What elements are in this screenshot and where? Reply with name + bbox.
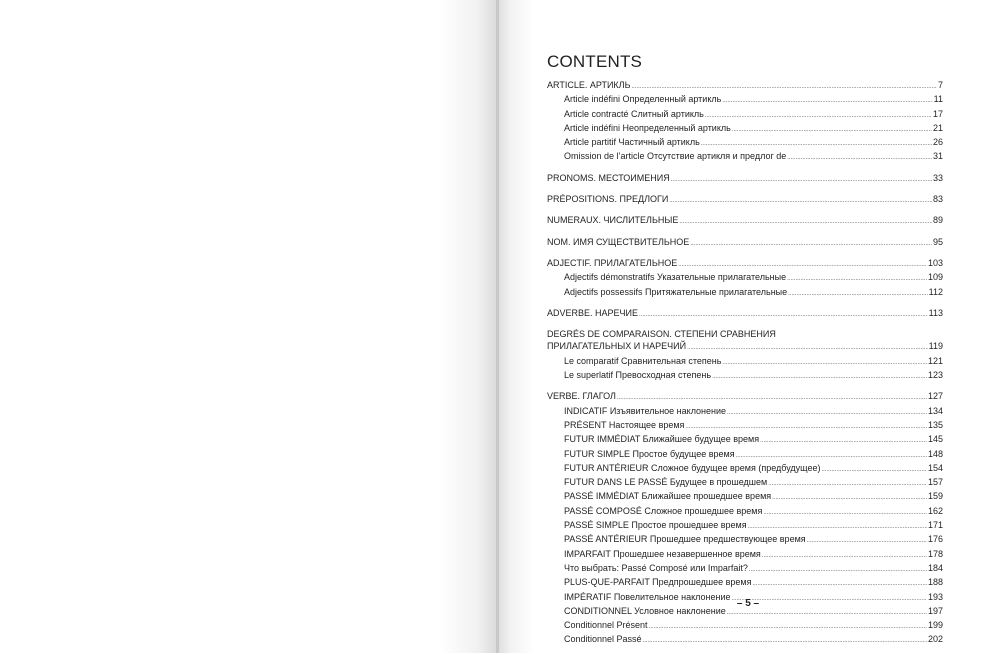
toc-entry-title: NOM. ИМЯ СУЩЕСТВИТЕЛЬНОЕ xyxy=(547,236,690,247)
toc-entry xyxy=(547,257,943,271)
toc-subentry xyxy=(547,93,943,107)
toc-page-number: 11 xyxy=(933,94,943,105)
toc-group xyxy=(547,172,943,186)
toc-subentry xyxy=(547,122,943,136)
toc-groups xyxy=(547,79,943,648)
toc-subentry xyxy=(547,286,943,300)
toc-entry-title-line: DEGRÉS DE COMPARAISON. СТЕПЕНИ СРАВНЕНИЯ xyxy=(547,329,776,340)
toc-entry-title: ПРИЛАГАТЕЛЬНЫХ И НАРЕЧИЙ xyxy=(547,341,687,352)
toc-entry-title: FUTUR ANTÉRIEUR Сложное будущее время (предбудущее) xyxy=(564,462,821,473)
dot-leader xyxy=(768,478,927,490)
toc-entry-title: ARTICLE. АРТИКЛЬ xyxy=(547,80,631,90)
dot-leader xyxy=(701,138,932,150)
toc-entry-title: Conditionnel Passé xyxy=(564,634,642,645)
toc-subentry xyxy=(547,369,943,383)
toc-page-number: 148 xyxy=(927,448,943,459)
toc-page-number: 127 xyxy=(927,391,943,402)
toc-entry-title: PRONOMS. МЕСТОИМЕНИЯ xyxy=(547,172,670,183)
toc-page-number: 162 xyxy=(927,505,943,516)
toc-subentry xyxy=(547,433,943,447)
toc-page-number: 123 xyxy=(927,370,943,381)
dot-leader xyxy=(763,507,927,519)
toc-group xyxy=(547,307,943,321)
toc-entry-title: Article indéfini Неопределенный артикль xyxy=(564,122,731,133)
toc-entry-title: PRÉSENT Настоящее время xyxy=(564,419,685,430)
dot-leader xyxy=(722,357,927,369)
toc-page-number: 178 xyxy=(927,548,943,559)
page-number: – 5 – xyxy=(736,598,760,609)
toc-page-number: 33 xyxy=(932,172,943,183)
book-gutter xyxy=(496,0,499,653)
toc-page-number: 199 xyxy=(927,620,943,631)
dot-leader xyxy=(679,216,932,228)
toc-entry-title: PLUS-QUE-PARFAIT Предпрошедшее время xyxy=(564,577,752,588)
toc-subentry xyxy=(547,271,943,285)
toc-subentry xyxy=(547,633,943,647)
toc-entry xyxy=(547,193,943,207)
dot-leader xyxy=(678,259,927,271)
toc-entry-title: Article indéfini Определенный артикль xyxy=(564,94,722,105)
toc-entry xyxy=(547,236,943,250)
toc-page-number: 159 xyxy=(927,491,943,502)
toc-entry-title: PASSÉ SIMPLE Простое прошедшее время xyxy=(564,520,747,531)
toc-group xyxy=(547,390,943,647)
toc-entry xyxy=(547,340,943,354)
toc-subentry xyxy=(547,562,943,576)
dot-leader xyxy=(749,564,927,576)
toc-subentry xyxy=(547,519,943,533)
toc-entry-title: IMPÉRATIF Повелительное наклонение xyxy=(564,591,731,602)
dot-leader xyxy=(772,492,927,504)
toc-subentry xyxy=(547,150,943,164)
toc-group xyxy=(547,193,943,207)
toc-page-number: 103 xyxy=(927,257,943,268)
toc-page-number: 202 xyxy=(927,634,943,645)
toc-page-number: 135 xyxy=(927,419,943,430)
toc-page-number: 7 xyxy=(937,80,943,90)
toc-page-number: 95 xyxy=(932,236,943,247)
dot-leader xyxy=(639,309,928,321)
toc-page-number: 154 xyxy=(927,462,943,473)
toc-group xyxy=(547,236,943,250)
toc-entry-title: Что выбрать: Passé Composé или Imparfait? xyxy=(564,562,748,573)
dot-leader xyxy=(748,521,927,533)
toc-entry-title: FUTUR SIMPLE Простое будущее время xyxy=(564,448,735,459)
toc-page-number: 171 xyxy=(927,520,943,531)
toc-entry-title: Conditionnel Présent xyxy=(564,620,648,631)
toc-page-number: 83 xyxy=(932,194,943,205)
dot-leader xyxy=(705,110,932,122)
toc-group xyxy=(547,79,943,165)
toc-group xyxy=(547,328,943,383)
toc-page-number: 157 xyxy=(927,477,943,488)
dot-leader xyxy=(787,273,927,285)
dot-leader xyxy=(762,550,927,562)
left-page xyxy=(0,0,498,653)
toc-subentry xyxy=(547,548,943,562)
toc-page-number: 31 xyxy=(932,151,943,162)
toc-entry-title: Article contracté Слитный артикль xyxy=(564,108,704,119)
toc-group xyxy=(547,214,943,228)
toc-entry-title: Adjectifs démonstratifs Указательные прилагательные xyxy=(564,272,787,283)
toc-entry-title: Omission de l’article Отсутствие артикля и предлог de xyxy=(564,151,787,162)
toc-entry-title: FUTUR DANS LE PASSÉ Будущее в прошедшем xyxy=(564,477,768,488)
toc-entry xyxy=(547,390,943,404)
dot-leader xyxy=(685,421,927,433)
dot-leader xyxy=(649,621,927,633)
dot-leader xyxy=(787,152,932,164)
toc-subentry xyxy=(547,448,943,462)
dot-leader xyxy=(671,174,932,186)
toc-subentry xyxy=(547,576,943,590)
toc-subentry xyxy=(547,405,943,419)
toc-page-number: 121 xyxy=(927,355,943,366)
toc-subentry xyxy=(547,136,943,150)
dot-leader xyxy=(822,464,927,476)
toc-subentry xyxy=(547,619,943,633)
toc-page-number: 89 xyxy=(932,215,943,226)
toc-entry-title: Adjectifs possessifs Притяжательные прилагательные xyxy=(564,286,788,297)
toc-entry-title: Le comparatif Сравнительная степень xyxy=(564,355,722,366)
toc-page-number: 184 xyxy=(927,562,943,573)
contents-heading: CONTENTS xyxy=(547,52,643,71)
dot-leader xyxy=(732,124,932,136)
toc-subentry xyxy=(547,462,943,476)
toc-subentry xyxy=(547,533,943,547)
toc-group xyxy=(547,257,943,300)
toc-entry-title: PASSÉ IMMÉDIAT Ближайшее прошедшее время xyxy=(564,491,772,502)
toc-subentry xyxy=(547,108,943,122)
dot-leader xyxy=(712,371,927,383)
toc-entry-title: FUTUR IMMÉDIAT Ближайшее будущее время xyxy=(564,434,760,445)
toc-entry-title: NUMERAUX. ЧИСЛИТЕЛЬНЫЕ xyxy=(547,215,679,226)
toc-subentry xyxy=(547,476,943,490)
dot-leader xyxy=(807,535,927,547)
toc-page-number: 109 xyxy=(927,272,943,283)
toc-entry-title: CONDITIONNEL Условное наклонение xyxy=(564,605,726,616)
toc-page-number: 112 xyxy=(928,286,943,297)
toc-entry-title: Le superlatif Превосходная степень xyxy=(564,370,712,381)
toc-entry-title: PASSÉ COMPOSÉ Сложное прошедшее время xyxy=(564,505,763,516)
toc-page-number: 17 xyxy=(932,108,943,119)
toc-entry xyxy=(547,307,943,321)
toc-page-number: 113 xyxy=(928,307,943,318)
toc-subentry xyxy=(547,419,943,433)
dot-leader xyxy=(631,81,937,93)
toc-entry-title: INDICATIF Изъявительное наклонение xyxy=(564,405,727,416)
dot-leader xyxy=(643,635,927,647)
toc-subentry xyxy=(547,505,943,519)
toc-page-number: 26 xyxy=(932,137,943,148)
dot-leader xyxy=(687,342,928,354)
toc-entry-title: PRÉPOSITIONS. ПРЕДЛОГИ xyxy=(547,194,669,205)
toc-page-number: 119 xyxy=(928,341,943,352)
table-of-contents xyxy=(547,52,943,655)
toc-page-number: 188 xyxy=(927,577,943,588)
toc-entry-title: IMPARFAIT Прошедшее незавершенное время xyxy=(564,548,761,559)
toc-subentry xyxy=(547,490,943,504)
toc-entry-title: Article partitif Частичный артикль xyxy=(564,137,700,148)
dot-leader xyxy=(752,578,927,590)
toc-entry xyxy=(547,214,943,228)
dot-leader xyxy=(727,407,927,419)
dot-leader xyxy=(736,450,927,462)
dot-leader xyxy=(690,238,932,250)
toc-page-number: 145 xyxy=(927,434,943,445)
dot-leader xyxy=(788,288,928,300)
toc-entry-title: ADJECTIF. ПРИЛАГАТЕЛЬНОЕ xyxy=(547,257,678,268)
toc-page-number: 197 xyxy=(927,605,943,616)
toc-page-number: 21 xyxy=(932,122,943,133)
toc-entry xyxy=(547,79,943,93)
dot-leader xyxy=(669,195,932,207)
toc-entry-title: VERBE. ГЛАГОЛ xyxy=(547,391,616,402)
toc-entry xyxy=(547,172,943,186)
toc-entry-title: PASSÉ ANTÉRIEUR Прошедшее предшествующее время xyxy=(564,534,806,545)
toc-subentry xyxy=(547,355,943,369)
dot-leader xyxy=(722,95,932,107)
toc-entry-title: ADVERBE. НАРЕЧИЕ xyxy=(547,307,638,318)
toc-page-number: 176 xyxy=(927,534,943,545)
toc-page-number: 134 xyxy=(927,405,943,416)
dot-leader xyxy=(617,392,927,404)
dot-leader xyxy=(760,435,927,447)
toc-page-number: 193 xyxy=(927,591,943,602)
